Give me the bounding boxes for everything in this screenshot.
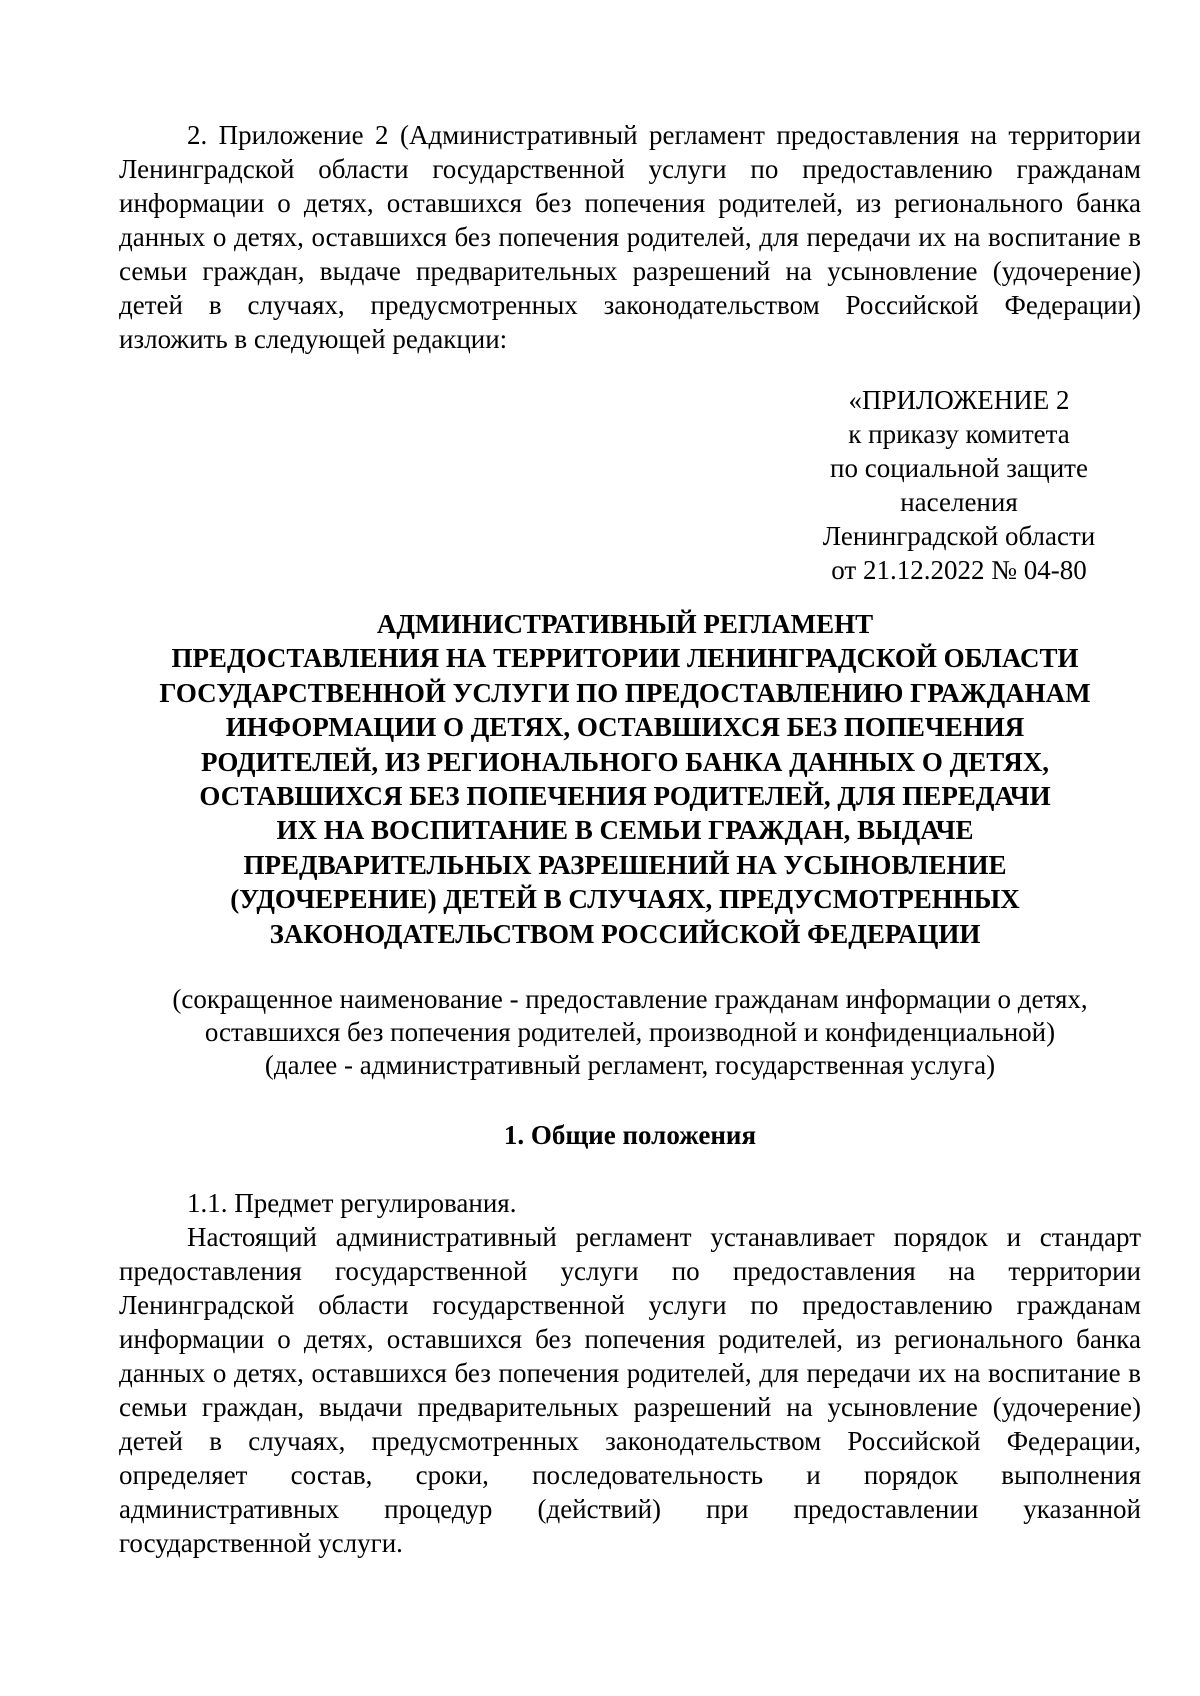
title-line: ИНФОРМАЦИИ О ДЕТЯХ, ОСТАВШИХСЯ БЕЗ ПОПЕЧЕНИЯ <box>225 712 1025 743</box>
short-name-line: оставшихся без попечения родителей, производной и конфиденциальной) <box>204 1017 1056 1048</box>
short-name-line: (далее - административный регламент, государственная услуга) <box>264 1050 996 1081</box>
short-name-block <box>119 983 1141 1082</box>
title-line: ГОСУДАРСТВЕННОЙ УСЛУГИ ПО ПРЕДОСТАВЛЕНИЮ ГРАЖДАНАМ <box>159 677 1091 708</box>
subject-heading: 1.1. Предмет регулирования. <box>187 1188 517 1219</box>
title-line: ИХ НА ВОСПИТАНИЕ В СЕМЬИ ГРАЖДАН, ВЫДАЧЕ <box>276 815 974 846</box>
title-line: (УДОЧЕРЕНИЕ) ДЕТЕЙ В СЛУЧАЯХ, ПРЕДУСМОТРЕННЫХ <box>230 884 1020 915</box>
approval-line: «ПРИЛОЖЕНИЕ 2 <box>848 385 1070 415</box>
approval-line: населения <box>900 487 1018 517</box>
document-title <box>109 607 1141 951</box>
body-paragraph: Настоящий административный регламент устанавливает порядок и стандарт предоставления государственной услуги по предоставления на территории Ленинградской области государственной услуги по предоставлению гражданам информации о детях, оставшихся без попечения родителей, из регионального банка данных о детях, оставшихся без попечения родителей, для передачи их на воспитание в семьи граждан, выдачи предварительных разрешений на усыновление (удочерение) детей в случаях, предусмотренных законодательством Российской Федерации, определяет состав, сроки, последовательность и порядок выполнения административных процедур (действий) при предоставлении указанной государственной услуги. <box>119 1222 1141 1559</box>
approval-line: Ленинградской области <box>822 521 1096 551</box>
intro-paragraph: 2. Приложение 2 (Административный регламент предоставления на территории Ленинградской области государственной услуги по предоставлению гражданам информации о детях, оставшихся без попечения родителей, из регионального банка данных о детях, оставшихся без попечения родителей, для передачи их на воспитание в семьи граждан, выдаче предварительных разрешений на усыновление (удочерение) детей в случаях, предусмотренных законодательством Российской Федерации) изложить в следующей редакции: <box>119 120 1141 354</box>
title-line: РОДИТЕЛЕЙ, ИЗ РЕГИОНАЛЬНОГО БАНКА ДАННЫХ О ДЕТЯХ, <box>201 746 1049 777</box>
title-line: ЗАКОНОДАТЕЛЬСТВОМ РОССИЙСКОЙ ФЕДЕРАЦИИ <box>269 918 981 949</box>
approval-line: по социальной защите <box>830 453 1088 483</box>
title-line: ОСТАВШИХСЯ БЕЗ ПОПЕЧЕНИЯ РОДИТЕЛЕЙ, ДЛЯ ПЕРЕДАЧИ <box>199 781 1051 812</box>
title-line: ПРЕДВАРИТЕЛЬНЫХ РАЗРЕШЕНИЙ НА УСЫНОВЛЕНИЕ <box>243 849 1007 880</box>
approval-line: от 21.12.2022 № 04-80 <box>831 555 1087 585</box>
title-line: ПРЕДОСТАВЛЕНИЯ НА ТЕРРИТОРИИ ЛЕНИНГРАДСКОЙ ОБЛАСТИ <box>171 643 1079 674</box>
approval-block <box>799 383 1119 587</box>
section-heading: 1. Общие положения <box>503 1120 757 1151</box>
title-line: АДМИНИСТРАТИВНЫЙ РЕГЛАМЕНТ <box>376 609 874 639</box>
short-name-line: (сокращенное наименование - предоставление гражданам информации о детях, <box>172 984 1088 1015</box>
approval-line: к приказу комитета <box>848 419 1070 449</box>
